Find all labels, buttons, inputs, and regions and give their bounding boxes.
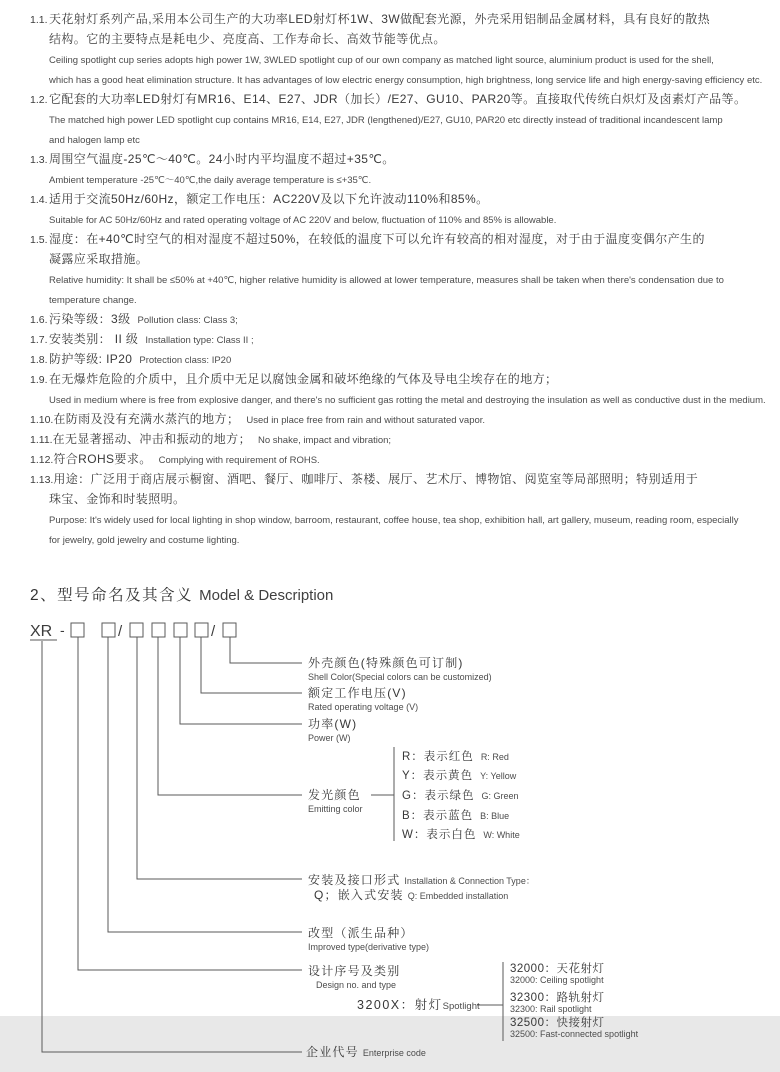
model-placeholder-box [152,623,165,637]
model-placeholder-box [130,623,143,637]
model-placeholder-box [174,623,187,637]
spec-line [30,230,780,250]
item-number: 1.1. [30,14,48,26]
label-enterprise-code-en: Enterprise code [362,1048,426,1058]
option-en: R: Red [480,752,509,762]
label-emitting-color-en: Emitting color [308,804,363,814]
item-text-zh: 它配套的大功率LED射灯有MR16、E14、E27、JDR（加长）/E27、GU10、PAR20等。直接取代传统白炽灯及卤素灯产品等。 [49,92,747,106]
item-text-en: temperature change. [49,295,137,306]
connector-design [78,637,302,970]
item-text-en: which has a good heat elimination structure. It has advantages of low electric energy consumption, high brightness, long service life and high energy-saving efficiency etc. [49,75,763,86]
item-text-en: Protection class: IP20 [139,355,232,366]
item-text-zh: 天花射灯系列产品,采用本公司生产的大功率LED射灯杯1W、3W做配套光源，外壳采用铝制品金属材料，具有良好的散热 [49,12,711,26]
model-prefix: XR [30,623,53,640]
connector-power [180,637,302,724]
option-zh: 32500：快接射灯 [510,1017,605,1029]
spec-line [30,90,780,110]
label-series [357,998,480,1014]
label-shell-color [308,656,492,684]
option-en: B: Blue [480,811,510,821]
emitting-option-white [402,827,520,842]
option-zh: 32000：天花射灯 [510,963,605,975]
label-emitting-color [308,788,363,816]
label-power-zh: 功率(W) [308,717,358,731]
label-installation-zh: 安装及接口形式 [308,873,401,887]
connector-enterprise [42,641,302,1052]
item-text-en: for jewelry, gold jewelry and costume lighting. [49,535,240,546]
spec-line [30,310,780,330]
label-shell-color-en: Shell Color(Special colors can be customized) [308,672,492,682]
option-zh: G：表示绿色 [402,790,475,802]
item-text-zh: 结构。它的主要特点是耗电少、亮度高、工作寿命长、高效节能等优点。 [49,32,446,46]
label-voltage-zh: 额定工作电压(V) [308,686,407,700]
item-number: 1.10. [30,414,54,426]
item-text-en: and halogen lamp etc [49,135,140,146]
model-slash: / [211,623,216,640]
emitting-option-red [402,749,509,764]
option-en: 32300: Rail spotlight [510,1004,592,1014]
option-en: 32500: Fast-connected spotlight [510,1029,639,1039]
label-design-no-zh: 设计序号及类别 [308,964,401,978]
spec-line [30,70,780,90]
label-installation-q-zh: Q；嵌入式安装 [314,888,404,902]
item-number: 1.13. [30,474,54,486]
spec-line [30,350,780,370]
connector-installation [137,637,302,879]
item-number: 1.8. [30,354,48,366]
label-series-en: Spotlight [442,1001,480,1012]
design-option-32000 [510,963,604,986]
item-number: 1.5. [30,234,48,246]
spec-line [30,430,780,450]
spec-line [30,150,780,170]
model-slash: / [118,623,123,640]
model-dash: - [60,622,65,638]
item-number: 1.9. [30,374,48,386]
section2-heading-en: Model & Description [199,587,334,604]
model-placeholder-box [71,623,84,637]
spec-line [30,270,780,290]
design-option-32300 [510,992,604,1015]
label-improved-type-zh: 改型（派生品种） [308,926,414,940]
spec-line [30,370,780,390]
option-en: G: Green [481,791,519,801]
label-design-no-en: Design no. and type [316,980,397,990]
design-option-32500 [510,1017,638,1040]
item-text-zh: 湿度：在+40℃时空气的相对湿度不超过50%，在较低的温度下可以允许有较高的相对湿度，对于由于温度变偶尔产生的 [49,232,705,246]
item-text-zh: 污染等级：3级 [49,312,131,326]
item-text-en: Pollution class: Class 3; [137,315,238,326]
emitting-option-yellow [402,768,516,783]
spec-line [30,410,780,430]
option-en: W: White [483,830,520,840]
label-installation-q-en: Q: Embedded installation [407,891,509,901]
section2-heading-zh: 2、型号命名及其含义 [30,587,194,604]
label-improved-type-en: Improved type(derivative type) [308,942,430,952]
label-installation [308,873,535,903]
spec-line [30,510,780,530]
item-text-en: Complying with requirement of ROHS. [158,455,320,466]
spec-list [30,0,780,550]
model-diagram [0,614,780,1072]
item-text-zh: 周围空气温度-25℃～40℃。24小时内平均温度不超过+35℃。 [49,152,395,166]
item-text-zh: 在无显著摇动、冲击和振动的地方； [52,432,251,446]
spec-line [30,390,780,410]
item-text-zh: 在无爆炸危险的介质中，且介质中无足以腐蚀金属和破坏绝缘的气体及导电尘埃存在的地方； [49,372,558,386]
spec-line [30,450,780,470]
item-text-en: Relative humidity: It shall be ≤50% at +40℃, higher relative humidity is allowed at lower temperature, measures shall be taken when there's condensation due to [49,275,724,286]
item-text-zh: 防护等级: IP20 [49,352,133,366]
emitting-option-green [402,788,518,803]
label-voltage [308,686,418,714]
spec-line [30,210,780,230]
spec-line [30,130,780,150]
item-text-zh: 适用于交流50Hz/60Hz，额定工作电压：AC220V及以下允许波动110%和85%。 [49,192,489,206]
connector-voltage [201,637,302,693]
item-number: 1.3. [30,154,48,166]
label-power [308,717,357,745]
item-number: 1.2. [30,94,48,106]
item-number: 1.6. [30,314,48,326]
spec-line [30,490,780,510]
item-text-en: Used in place free from rain and without saturated vapor. [246,415,486,426]
label-enterprise-code [306,1045,426,1060]
label-series-zh: 3200X：射灯 [357,998,443,1012]
item-text-en: Used in medium where is free from explosive danger, and there's no sufficient gas rotting the metal and destroying the insulation as well as conductive dust in the medium. [49,395,766,406]
spec-line [30,250,780,270]
spec-line [30,30,780,50]
item-text-en: Ambient temperature -25℃～40℃,the daily average temperature is ≤+35℃. [49,175,372,186]
label-emitting-color-zh: 发光颜色 [308,788,361,802]
emitting-option-blue [402,808,509,823]
option-en: 32000: Ceiling spotlight [510,975,604,985]
option-zh: R：表示红色 [402,751,474,763]
item-number: 1.12. [30,454,54,466]
item-text-zh: 凝露应采取措施。 [49,252,149,266]
item-text-zh: 用途：广泛用于商店展示橱窗、酒吧、餐厅、咖啡厅、茶楼、展厅、艺术厅、博物馆、阅览室等局部照明；特别适用于 [53,472,699,486]
item-text-en: No shake, impact and vibration; [257,435,392,446]
connector-shell [230,637,302,663]
item-number: 1.7. [30,334,48,346]
spec-line [30,110,780,130]
spec-line [30,190,780,210]
spec-line [30,50,780,70]
item-text-en: Ceiling spotlight cup series adopts high power 1W, 3WLED spotlight cup of our own company as matched light source, aluminium product is used for the shell, [49,55,714,66]
label-enterprise-code-zh: 企业代号 [306,1045,359,1059]
item-number: 1.4. [30,194,48,206]
spec-line [30,470,780,490]
option-zh: B：表示蓝色 [402,810,474,822]
label-shell-color-zh: 外壳颜色(特殊颜色可订制) [308,656,464,670]
option-zh: 32300：路轨射灯 [510,992,605,1004]
spec-line [30,10,780,30]
item-text-zh: 安装类别： II 级 [49,332,139,346]
model-placeholder-box [102,623,115,637]
label-voltage-en: Rated operating voltage (V) [308,702,419,712]
item-text-zh: 符合ROHS要求。 [53,452,152,466]
spec-line [30,530,780,550]
label-design-no [308,964,400,992]
option-zh: W：表示白色 [402,829,477,841]
item-text-en: Installation type: Class II ; [145,335,254,346]
spec-line [30,170,780,190]
item-number: 1.11. [30,434,53,446]
model-placeholder-box [223,623,236,637]
item-text-en: The matched high power LED spotlight cup contains MR16, E14, E27, JDR (lengthened)/E27, GU10, PAR20 etc directly instead of traditional incandescent lamp [49,115,723,126]
label-installation-en: Installation & Connection Type： [404,876,535,886]
model-placeholder-box [195,623,208,637]
item-text-en: Purpose: It's widely used for local lighting in shop window, barroom, restaurant, coffee house, tea shop, exhibition hall, art gallery, museum, reading room, especially [49,515,739,526]
item-text-en: Suitable for AC 50Hz/60Hz and rated operating voltage of AC 220V and below, fluctuation of 110% and 85% is allowable. [49,215,557,226]
spec-line [30,330,780,350]
label-improved-type [308,926,429,954]
option-en: Y: Yellow [480,771,517,781]
label-power-en: Power (W) [308,733,351,743]
item-text-zh: 珠宝、金饰和时装照明。 [49,492,186,506]
spec-line [30,290,780,310]
option-zh: Y：表示黄色 [402,770,474,782]
item-text-zh: 在防雨及没有充满水蒸汽的地方； [53,412,240,426]
section2-heading [30,586,780,606]
